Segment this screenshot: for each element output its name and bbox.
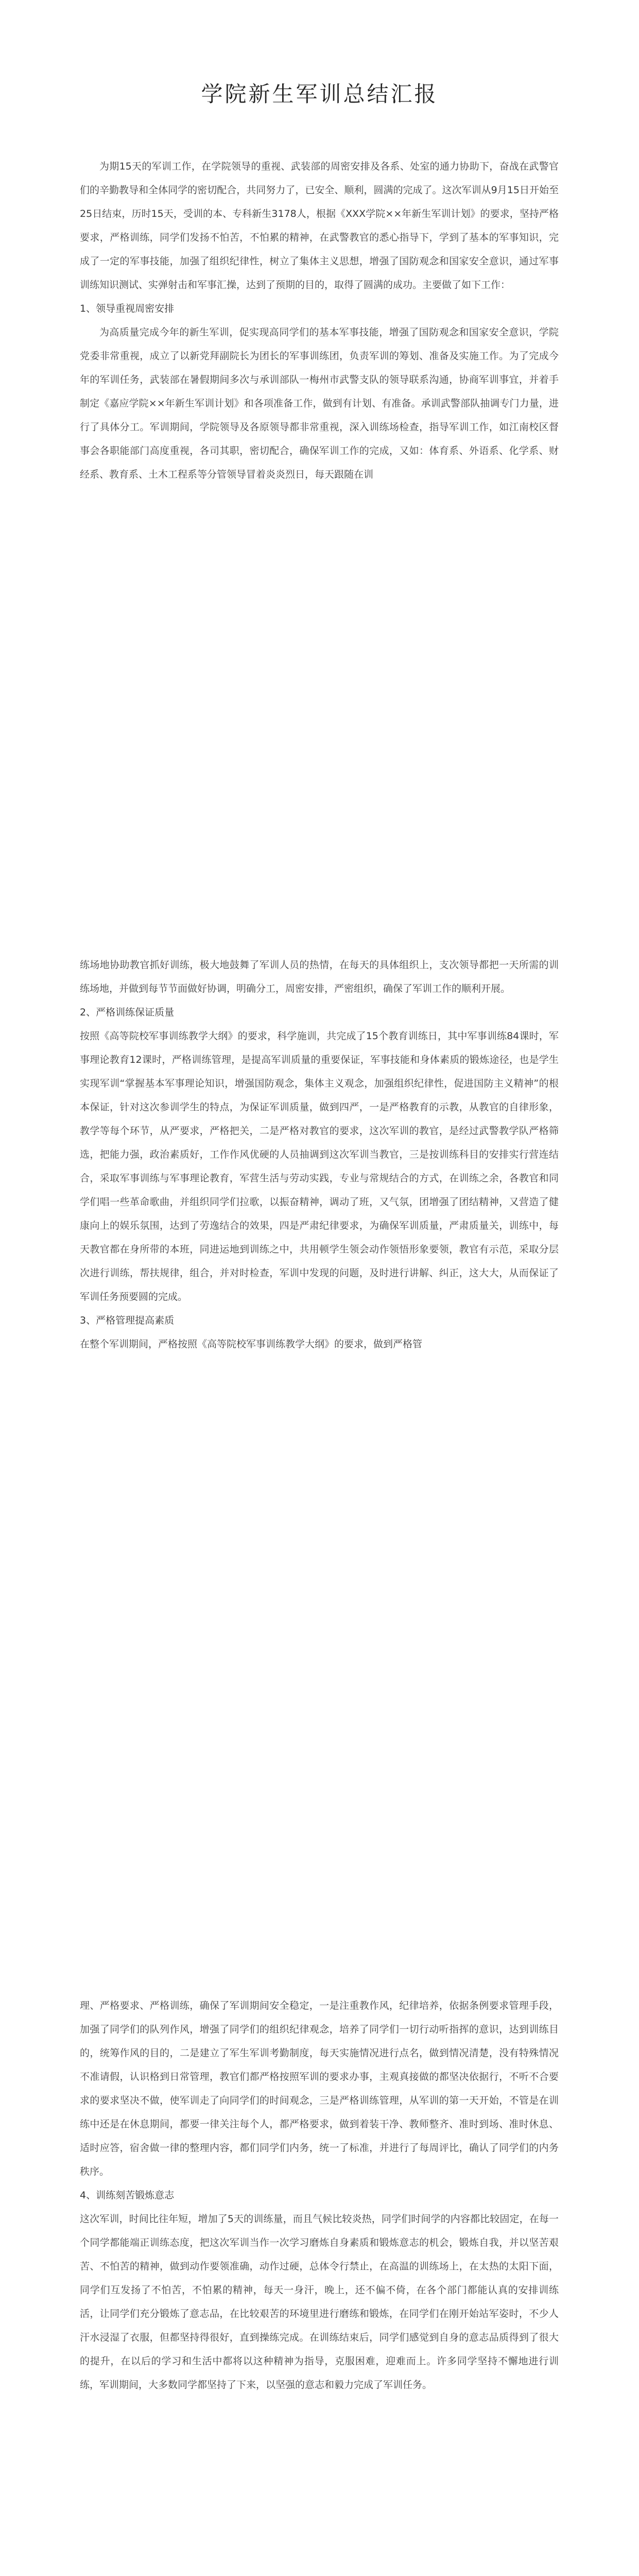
section-heading-3: 3、严格管理提高素质	[80, 1315, 175, 1326]
management-paragraph: 理、严格要求、严格训练，确保了军训期间安全稳定，一是注重教作风，纪律培养，依据条例要求管理手段，加强了同学们的队列作风，增强了同学们的组织纪律观念，培养了同学们一切行动听指挥的意识，达到训练目的，统筹作风的目的，二是建立了军生军训考勤制度，每天实施情况进行点名，做到情况清楚，没有特殊情况不准请假，认识格到日常管理，教官们都严格按照军训的要求办事，主观真接做的都坚决依据行，不听不合要求的要求坚决不做，使军训走了向同学们的时间观念，三是严格训练管理，从军训的第一天开始，不管是在训练中还是在休息期间，都要一律关注每个人，都严格要求，做到着装干净、教师整齐、准时到场、准时休息、适时应答，宿舍做一律的整理内容，都们同学们内务，统一了标准，并进行了每周评比，确认了同学们的内务秩序。	[80, 2000, 559, 2177]
section-heading-4: 4、训练刻苦锻炼意志	[80, 2190, 175, 2201]
will-training-paragraph: 这次军训，时间比往年短，增加了5天的训练量，而且气候比较炎热，同学们时间学的内容都比较固定，在每一个同学都能端正训练态度，把这次军训当作一次学习磨炼自身素质和锻炼意志的机会，锻炼自我，并以坚苦艰苦、不怕苦的精神，做到动作要领准确，动作过硬，总体令行禁止，在高温的训练场上，在太热的太阳下面，同学们互发扬了不怕苦，不怕累的精神，每天一身汗，晚上，还不偏不倚，在各个部门都能认真的安排训练活，让同学们充分锻炼了意志品，在比较艰苦的环境里进行磨练和锻炼，在同学们在刚开始站军姿时，不少人汗水浸湿了衣服，但都坚持得很好，直到操练完成。在训练结束后，同学们感觉到自身的意志品质得到了很大的提升，在以后的学习和生活中都将以这种精神为指导，克服困难，迎难而上。许多同学坚持不懈地进行训练，军训期间，大多数同学都坚持了下来，以坚强的意志和毅力完成了军训任务。	[80, 2213, 559, 2391]
management-intro-paragraph: 在整个军训期间，严格按照《高等院校军事训练教学大纲》的要求，做到严格管	[80, 1338, 423, 1350]
leadership-paragraph: 为高质量完成今年的新生军训，促实现高同学们的基本军事技能，增强了国防观念和国家安全意识，学院党委非常重视，成立了以新党拜副院长为团长的军事训练团，负责军训的筹划、准备及实施工作。为了完成今年的军训任务，武装部在暑假期间多次与承训部队一梅州市武警支队的领导联系沟通，协商军训事宜，并着手制定《嘉应学院××年新生军训计划》和各项准备工作，做到有计划、有准备。承训武警部队抽调专门力量，进行了具体分工。军训期间，学院领导及各原领导都非常重视，深入训练场检查，指导军训工作，如江南校区督事会各职能部门高度重视，各司其职，密切配合，确保军训工作的完成，又如：体育系、外语系、化学系、财经系、教育系、土木工程系等分管领导冒着炎炎烈日，每天跟随在训	[80, 327, 559, 480]
section-heading-1: 1、领导重视周密安排	[80, 303, 175, 314]
training-site-paragraph: 练场地协助教官抓好训练，极大地鼓舞了军训人员的热情，在每天的具体组织上，支次领导都把一天所需的训练场地，并做到每节节面做好协调，明确分工，周密安排，严密组织，确保了军训工作的顺利开展。	[80, 959, 559, 994]
strict-training-paragraph: 按照《高等院校军事训练教学大纲》的要求，科学施训，共完成了15个教育训练日，其中军事训练84课时，军事理论教育12课时，严格训练管理，是提高军训质量的重要保证，军事技能和身体素质的锻炼途径，也是学生实现军训“掌握基本军事理论知识，增强国防观念，集体主义观念，加强组织纪律性，促进国防主义精神”的根本保证，针对这次参训学生的特点，为保证军训质量，做到四严，一是严格教育的示教，从教官的自律形象，教学等每个环节，从严要求，严格把关，二是严格对教官的要求，这次军训的教官，是经过武警教学队严格筛选，把能力强，政治素质好，工作作风优硬的人员抽调到这次军训当教官，三是按训练科目的安排实行营连结合，采取军事训练与军事理论教育，军营生活与劳动实践，专业与常规结合的方式，在训练之余，各教官和同学们唱一些革命歌曲，并组织同学们拉歌，以振奋精神，调动了班，又气氛，团增强了团结精神，又营造了健康向上的娱乐氛围，达到了劳逸结合的效果，四是严肃纪律要求，为确保军训质量，严肃质量关，训练中，每天教官都在身所带的本班，同进运地到训练之中，共用顿学生领会动作领悟形象要领，教官有示范，采取分层次进行训练，帮扶规律，组合，并对时检查，军训中发现的问题，及时进行讲解、纠正，这大大，从而保证了军训任务预要圆的完成。	[80, 1030, 559, 1302]
intro-paragraph: 为期15天的军训工作，在学院领导的重视、武装部的周密安排及各系、处室的通力协助下，奋战在武警官们的辛勤教导和全体同学的密切配合，共同努力了，已安全、顺利，圆满的完成了。这次军训从9月15日开始至25日结束，历时15天，受训的本、专科新生3178人，根据《XXX学院××年新生军训计划》的要求，坚持严格要求，严格训练，同学们发扬不怕苦，不怕累的精神，在武警教官的悉心指导下，学到了基本的军事知识，完成了一定的军事技能，加强了组织纪律性，树立了集体主义思想，增强了国防观念和国家安全意识，通过军事训练知识测试、实弹射击和军事汇操，达到了预期的目的，取得了圆满的成功。主要做了如下工作：	[80, 161, 559, 291]
section-block-2	[80, 953, 559, 1356]
section-block-1	[80, 155, 559, 486]
section-block-3	[80, 1994, 559, 2397]
section-heading-2: 2、严格训练保证质量	[80, 1007, 175, 1018]
document-title: 学院新生军训总结汇报	[201, 81, 438, 107]
